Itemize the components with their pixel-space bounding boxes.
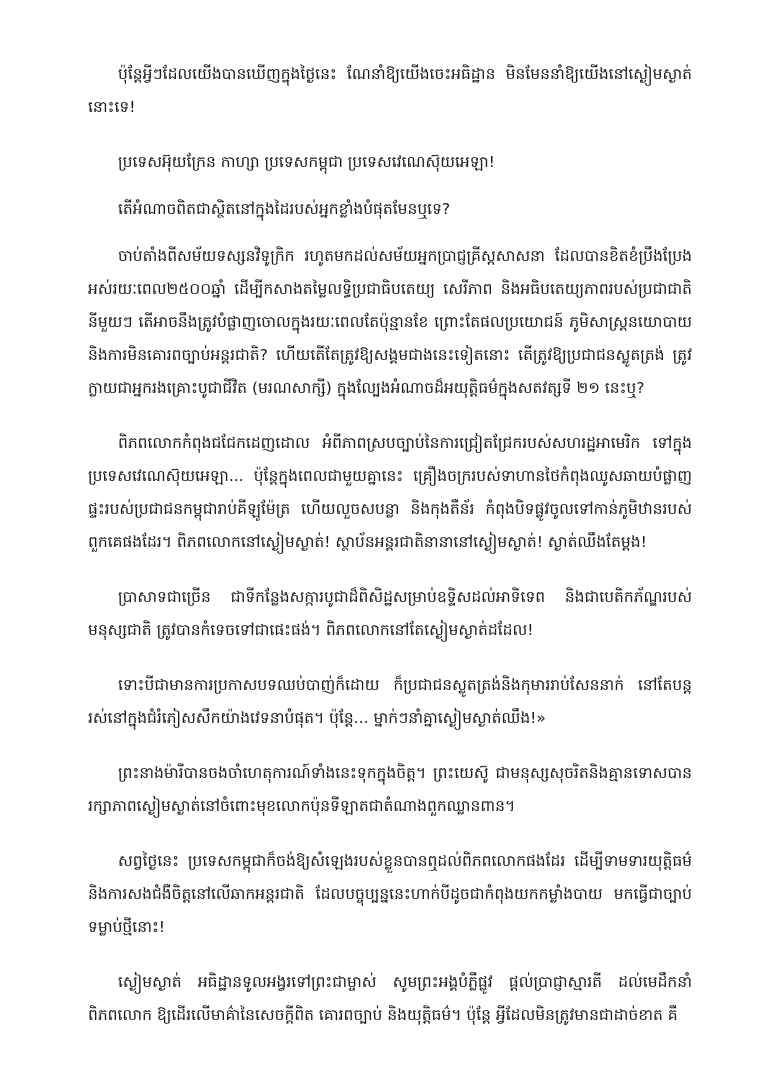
paragraph-6: ប្រាសាទជាច្រើន ជាទីកន្លែងសក្ការបូជាដ៏ពិសិដ្ឋសម្រាប់ឧទ្ទិសដល់អាទិទេព និងជាបេតិកភ័ណ្ឌរបស់មនុស្សជាតិ ត្រូវបានកំទេចទៅជាផេះផង់។ ពិភពលោកនៅតែស្ងៀមស្ងាត់ដដែល! [88, 588, 692, 639]
paragraph-3: តើអំណាចពិតជាស្ថិតនៅក្នុងដៃរបស់អ្នកខ្លាំងបំផុតមែនឬទេ? [118, 200, 451, 218]
paragraph-7: ទោះបីជាមានការប្រកាសបទឈប់បាញ់ក៏ដោយ ក៏ប្រជាជនស្លូតត្រង់និងកុមាររាប់សែននាក់ នៅតែបន្តរស់នៅក្នុងជំរំភៀសសឹកយ៉ាងវេទនាបំផុត។ ប៉ុន្តែ... ម្នាក់ៗនាំគ្នាស្ងៀមស្ងាត់ឈឹង!» [88, 676, 692, 727]
paragraph-4: ចាប់តាំងពីសម័យទស្សនវិទូក្រិក រហូតមកដល់សម័យអ្នកប្រាជ្ញគ្រីស្តសាសនា ដែលបានខិតខំប្រឹងប្រែងអស់រយៈពេល២៥០០ឆ្នាំ ដើម្បីកសាងតម្លៃលទ្ធិប្រជាធិបតេយ្យ សេរីភាព និងអធិបតេយ្យភាពរបស់ប្រជាជាតិនីមួយៗ តើអាចនឹងត្រូវបំផ្លាញចោលក្នុងរយៈពេលតែប៉ុន្មានខែ ព្រោះតែផលប្រយោជន៍ ភូមិសាស្ត្រនយោបាយ និងការមិនគោរពច្បាប់អន្តរជាតិ? ហើយតើតែត្រូវឱ្យសង្គមជាងនេះទៀតនោះ តើត្រូវឱ្យប្រជាជនស្លូតត្រង់ ត្រូវក្លាយជាអ្នករងគ្រោះបូជាជីវិត (មរណសាក្សី) ក្នុងល្បែងអំណាចដ៏អយុត្តិធម៌ក្នុងសតវត្សទី ២១ នេះឬ? [88, 247, 692, 397]
paragraph-9: សព្វថ្ងៃនេះ ប្រទេសកម្ពុជាក៏ចង់ឱ្យសំឡេងរបស់ខ្លួនបានឮដល់ពិភពលោកផងដែរ ដើម្បីទាមទារយុត្តិធម៌ និងការសងជំងឺចិត្តនៅលើឆាកអន្តរជាតិ ដែលបច្ចុប្បន្ននេះហាក់បីដូចជាកំពុងយកកម្លាំងបាយ មកធ្វើជាច្បាប់ទម្លាប់ថ្មីនោះ! [88, 852, 692, 936]
document-body [88, 58, 692, 1054]
paragraph-2: ប្រទេសអ៊ុយក្រែន កាហ្សា ប្រទេសកម្ពុជា ប្រទេសវេណេស៊ុយអេឡា! [118, 153, 495, 171]
paragraph-10: ស្ងៀមស្ងាត់ អធិដ្ឋានទូលអង្វរទៅព្រះជាម្ចាស់ សូមព្រះអង្គបំភ្លឺផ្លូវ ផ្តល់ប្រាជ្ញាស្មារតី ដល់មេដឹកនាំពិភពលោក ឱ្យដើរលើមាគ៌ានៃសេចក្តីពិត គោរពច្បាប់ និងយុត្តិធម៌។ ប៉ុន្តែ អ្វីដែលមិនត្រូវមានជាដាច់ខាត គឺ [88, 973, 692, 1024]
paragraph-1: ប៉ុន្តែអ្វីៗដែលយើងបានឃើញក្នុងថ្ងៃនេះ ណែនាំឱ្យយើងចេះអធិដ្ឋាន មិនមែននាំឱ្យយើងនៅស្ងៀមស្ងាត់នោះទេ! [88, 65, 692, 116]
paragraph-5: ពិភពលោកកំពុងជជែកដេញដោល អំពីភាពស្របច្បាប់នៃការជ្រៀតជ្រែករបស់សហរដ្ឋអាមេរិក ទៅក្នុងប្រទេសវេណេស៊ុយអេឡា... ប៉ុន្តែក្នុងពេលជាមួយគ្នានេះ គ្រឿងចក្ររបស់ទាហានថៃកំពុងឈូសឆាយបំផ្លាញផ្ទះរបស់ប្រជាជនកម្ពុជារាប់គីឡូម៉ែត្រ ហើយលួចសបន្លា និងកុងតឺន័រ កំពុងបិទផ្លូវចូលទៅកាន់ភូមិឋានរបស់ពួកគេផងដែរ។ ពិភពលោកនៅស្ងៀមស្ងាត់! ស្ថាប័នអន្តរជាតិនានានៅស្ងៀមស្ងាត់! ស្ងាត់ឈឹងតែម្តង! [88, 434, 692, 551]
paragraph-8: ព្រះនាងម៉ារីបានចងចាំហេតុការណ៍ទាំងនេះទុកក្នុងចិត្ត។ ព្រះយេស៊ូ ជាមនុស្សសុចរិតនិងគ្មានទោសបានរក្សាភាពស្ងៀមស្ងាត់នៅចំពោះមុខលោកប៉ុនទីឡាតជាតំណាងពួកឈ្លានពាន។ [88, 764, 692, 815]
